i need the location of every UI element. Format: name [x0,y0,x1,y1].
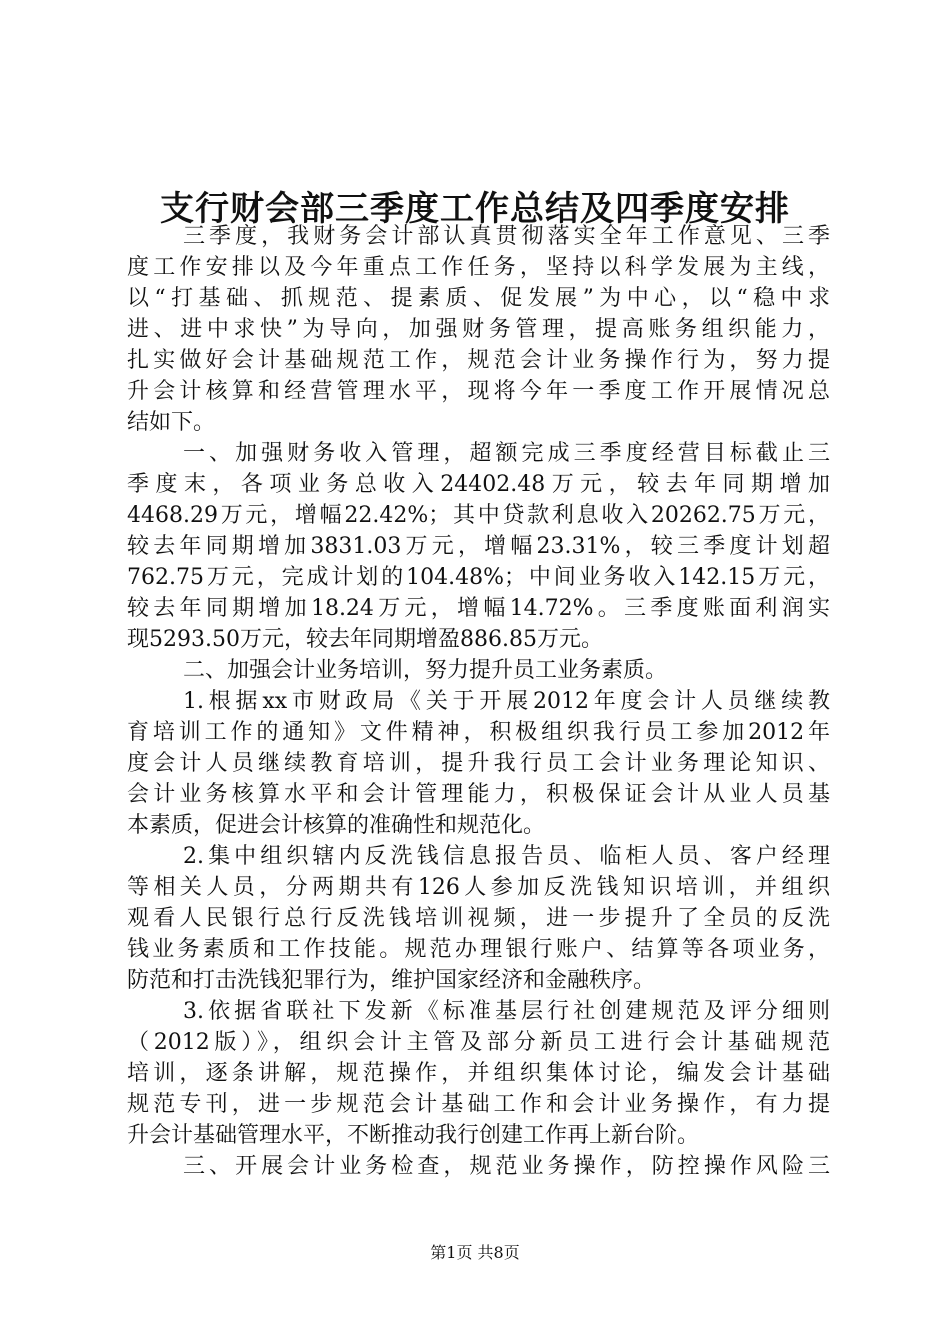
page-footer: 第1页 共8页 [430,1243,520,1262]
body-text-line: 度会计人员继续教育培训，提升我行员工会计业务理论知识、 [127,751,830,776]
body-text-line: 二、加强会计业务培训，努力提升员工业务素质。 [183,658,668,683]
body-text-line: 较去年同期增加3831.03万元，增幅23.31%，较三季度计划超 [127,534,830,559]
body-text-line: 等相关人员，分两期共有126人参加反洗钱知识培训，并组织 [127,875,830,900]
body-text-line: 会计业务核算水平和会计管理能力，积极保证会计从业人员基 [127,782,830,807]
body-text-line: 观看人民银行总行反洗钱培训视频，进一步提升了全员的反洗 [127,906,830,931]
body-text-line: 育培训工作的通知》文件精神，积极组织我行员工参加2012年 [127,720,830,745]
body-text-line: 培训，逐条讲解，规范操作，并组织集体讨论，编发会计基础 [127,1061,830,1086]
body-text-line: 扎实做好会计基础规范工作，规范会计业务操作行为，努力提 [127,348,830,373]
body-text-line: 三、开展会计业务检查，规范业务操作，防控操作风险三 [183,1154,830,1179]
body-text-line: 762.75万元，完成计划的104.48%；中间业务收入142.15万元， [127,565,830,590]
body-text-line: 一、加强财务收入管理，超额完成三季度经营目标截止三 [183,441,830,466]
body-text-line: 结如下。 [127,410,216,435]
body-text-line: 升会计基础管理水平，不断推动我行创建工作再上新台阶。 [127,1123,700,1148]
body-text-line: 进、进中求快”为导向，加强财务管理，提高账务组织能力， [127,317,830,342]
body-text-line: 4468.29万元，增幅22.42%；其中贷款利息收入20262.75万元， [127,503,830,528]
body-text-line: 现5293.50万元，较去年同期增盈886.85万元。 [127,627,603,652]
body-text-line: 本素质，促进会计核算的准确性和规范化。 [127,813,546,838]
body-text-line: 季度末，各项业务总收入24402.48万元，较去年同期增加 [127,472,830,497]
body-text-line: 以“打基础、抓规范、提素质、促发展”为中心，以“稳中求 [127,286,830,311]
body-text-line: 度工作安排以及今年重点工作任务，坚持以科学发展为主线， [127,255,830,280]
body-text-line: 升会计核算和经营管理水平，现将今年一季度工作开展情况总 [127,379,830,404]
body-text-line: 3.依据省联社下发新《标准基层行社创建规范及评分细则 [183,999,830,1024]
body-text-line: 2.集中组织辖内反洗钱信息报告员、临柜人员、客户经理 [183,844,830,869]
body-text-line: 较去年同期增加18.24万元，增幅14.72%。三季度账面利润实 [127,596,830,621]
body-text-line: 1.根据xx市财政局《关于开展2012年度会计人员继续教 [183,689,830,714]
body-text-line: 钱业务素质和工作技能。规范办理银行账户、结算等各项业务， [127,937,830,962]
body-text-line: 防范和打击洗钱犯罪行为，维护国家经济和金融秩序。 [127,968,656,993]
document-title: 支行财会部三季度工作总结及四季度安排 [160,189,790,229]
body-text-line: （2012版）》，组织会计主管及部分新员工进行会计基础规范 [127,1030,830,1055]
body-text-line: 三季度，我财务会计部认真贯彻落实全年工作意见、三季 [183,224,830,249]
document-body [127,221,830,1182]
body-text-line: 规范专刊，进一步规范会计基础工作和会计业务操作，有力提 [127,1092,830,1117]
